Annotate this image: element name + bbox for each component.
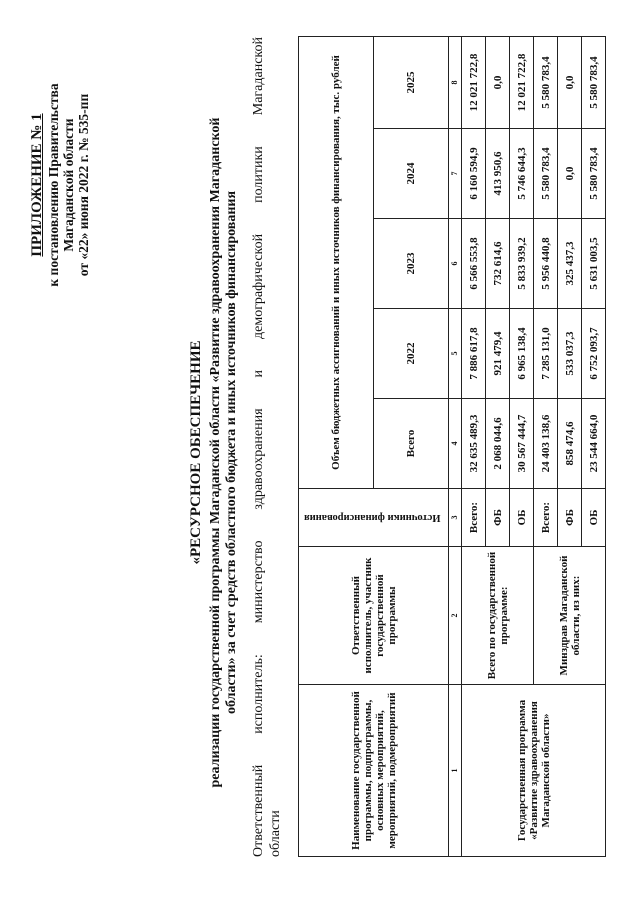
- value-cell: 6 160 594,9: [462, 129, 486, 219]
- header-program-name: Наименование государственной программы, подпрограммы, основных мероприятий, мероприятий, подмероприятий: [299, 685, 449, 857]
- value-cell: 23 544 664,0: [582, 399, 606, 489]
- value-cell: 5 580 783,4: [534, 36, 558, 128]
- value-cell: 0,0: [558, 129, 582, 219]
- appendix-title: ПРИЛОЖЕНИЕ № 1: [29, 113, 45, 257]
- header-executor: Ответственный исполнитель, участник государственной программы: [299, 547, 449, 685]
- appendix-block: [30, 35, 91, 335]
- value-cell: 12 021 722,8: [510, 36, 534, 128]
- executor-minzdrav-cell: Минздрав Магаданской области, из них:: [534, 547, 606, 685]
- value-cell: 413 950,6: [486, 129, 510, 219]
- table-row: [462, 36, 486, 856]
- source-cell: ФБ: [486, 489, 510, 547]
- header-source-cell: [299, 489, 449, 547]
- value-cell: 5 580 783,4: [534, 129, 558, 219]
- value-cell: 12 021 722,8: [462, 36, 486, 128]
- header-year-2024: 2024: [374, 129, 449, 219]
- value-cell: 5 956 440,8: [534, 219, 558, 309]
- subtitle-line-2: области» за счет средств областного бюджета и иных источников финансирования: [224, 190, 239, 715]
- document-subtitle: [208, 40, 240, 865]
- header-year-2025: 2025: [374, 36, 449, 128]
- value-cell: 5 580 783,4: [582, 129, 606, 219]
- value-cell: 921 479,4: [486, 309, 510, 399]
- program-name-cell: Государственная программа «Развитие здравоохранения Магаданской области»: [462, 685, 606, 857]
- col-number: 7: [449, 129, 462, 219]
- value-cell: 2 068 044,6: [486, 399, 510, 489]
- header-year-2022: 2022: [374, 309, 449, 399]
- responsible-line-1: Ответственный исполнитель: министерство здравоохранения и демографической политики Магаданской: [251, 37, 266, 857]
- header-year-total: Всего: [374, 399, 449, 489]
- source-cell: Всего:: [462, 489, 486, 547]
- executor-total-cell: Всего по государственной программе:: [462, 547, 534, 685]
- value-cell: 5 631 003,5: [582, 219, 606, 309]
- value-cell: 6 965 138,4: [510, 309, 534, 399]
- value-cell: 24 403 138,6: [534, 399, 558, 489]
- subtitle-line-1: реализации государственной программы Магаданской области «Развитие здравоохранения Магаданской: [208, 117, 223, 788]
- header-volume: Объем бюджетных ассигнований и иных источников финансирования, тыс. рублей: [299, 36, 374, 488]
- value-cell: 6 566 553,8: [462, 219, 486, 309]
- col-number: 6: [449, 219, 462, 309]
- responsible-line-2: области: [268, 810, 283, 857]
- col-number: 1: [449, 685, 462, 857]
- header-year-2023: 2023: [374, 219, 449, 309]
- document-title: «РЕСУРСНОЕ ОБЕСПЕЧЕНИЕ: [188, 340, 204, 565]
- value-cell: 858 474,6: [558, 399, 582, 489]
- value-cell: 5 833 939,2: [510, 219, 534, 309]
- value-cell: 5 580 783,4: [582, 36, 606, 128]
- value-cell: 5 746 644,3: [510, 129, 534, 219]
- appendix-line-1: к постановлению Правительства: [46, 83, 61, 287]
- value-cell: 6 752 093,7: [582, 309, 606, 399]
- source-cell: ОБ: [582, 489, 606, 547]
- value-cell: 32 635 489,3: [462, 399, 486, 489]
- col-number: 2: [449, 547, 462, 685]
- value-cell: 0,0: [558, 36, 582, 128]
- col-number: 5: [449, 309, 462, 399]
- source-cell: ФБ: [558, 489, 582, 547]
- col-number: 4: [449, 399, 462, 489]
- col-number: 3: [449, 489, 462, 547]
- col-number: 8: [449, 36, 462, 128]
- value-cell: 30 567 444,7: [510, 399, 534, 489]
- header-source: Источники финансирования: [303, 512, 441, 524]
- value-cell: 0,0: [486, 36, 510, 128]
- value-cell: 732 614,6: [486, 219, 510, 309]
- value-cell: 7 285 131,0: [534, 309, 558, 399]
- source-cell: ОБ: [510, 489, 534, 547]
- appendix-line-2: Магаданской области: [61, 118, 76, 252]
- appendix-line-3: от «22» июня 2022 г. № 535-пп: [76, 93, 91, 277]
- value-cell: 325 437,3: [558, 219, 582, 309]
- source-cell: Всего:: [534, 489, 558, 547]
- value-cell: 7 886 617,8: [462, 309, 486, 399]
- value-cell: 533 037,3: [558, 309, 582, 399]
- resource-table: [298, 36, 606, 857]
